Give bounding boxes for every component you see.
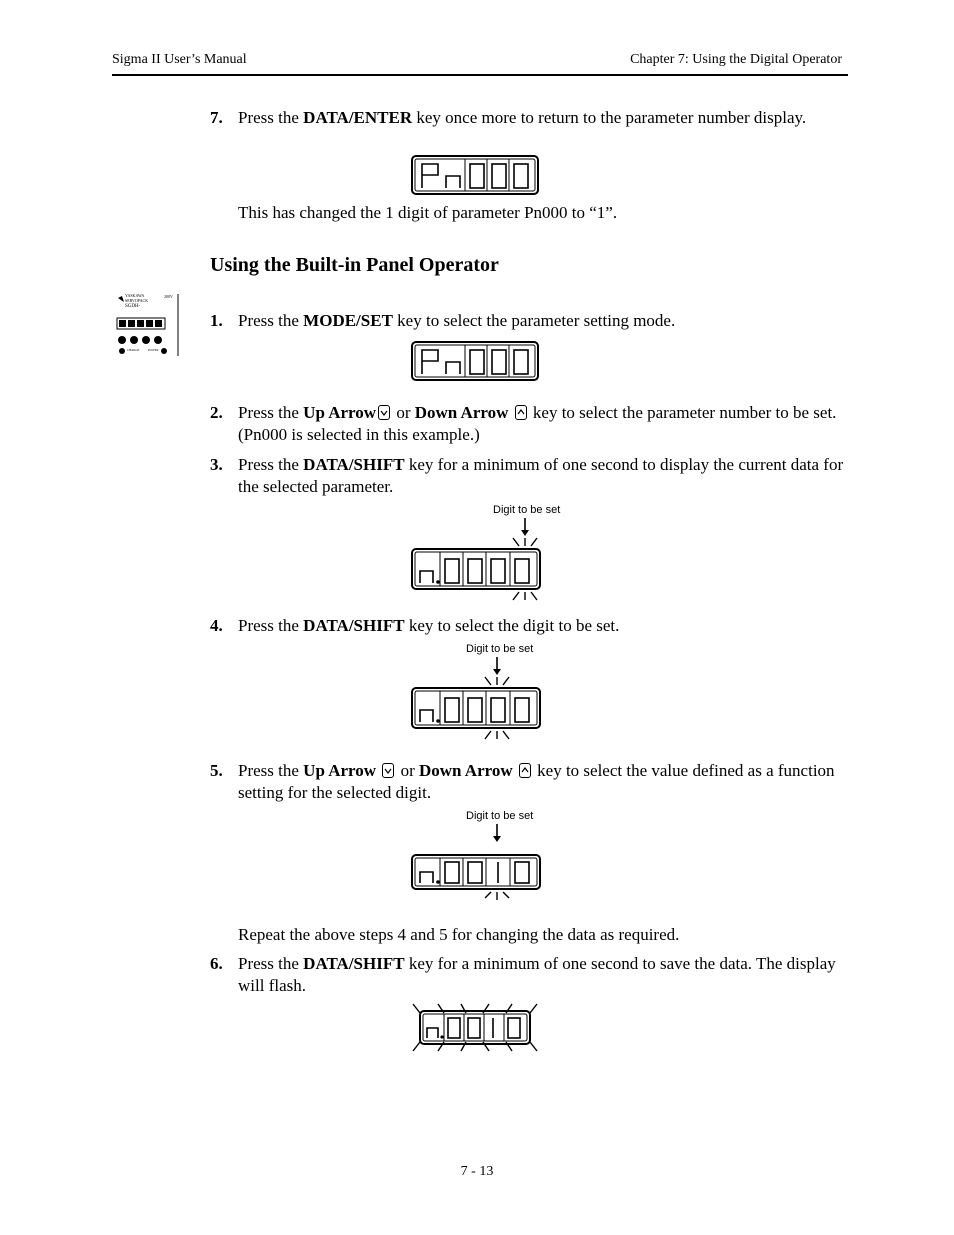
panel-charge-label: CHARGE [127, 348, 140, 352]
step-text: key to select the parameter number to be set. (Pn000 is selected in this example.) [238, 403, 837, 444]
panel-brand-sub: SERVOPACK [125, 298, 149, 303]
panel-power-label: POWER [148, 348, 159, 352]
step-text: Press the [238, 455, 304, 474]
step-number: 3. [210, 455, 223, 474]
key-name: Down Arrow [414, 403, 509, 422]
section-title: Using the Built-in Panel Operator [210, 254, 499, 276]
step-text: key to select the value defined as a function setting for the selected digit. [238, 761, 835, 802]
step-text: Press the [238, 616, 304, 635]
step-6 [210, 953, 850, 997]
display-n0000-step4 [405, 655, 545, 743]
step-number: 1. [210, 311, 223, 330]
key-name: DATA/SHIFT [303, 455, 405, 474]
key-name: MODE/SET [303, 311, 393, 330]
display-n0010-flashing [408, 1002, 542, 1054]
up-arrow-key-icon [378, 405, 390, 420]
key-name: Down Arrow [418, 761, 513, 780]
display-n0000-step3 [405, 516, 545, 604]
key-name: DATA/SHIFT [303, 616, 405, 635]
step-2 [210, 402, 850, 446]
panel-model: SGDH- [125, 304, 141, 309]
down-arrow-key-icon [519, 763, 531, 778]
key-name: DATA/SHIFT [303, 954, 405, 973]
display-n0010-step5 [405, 822, 545, 910]
digit-caption: Digit to be set [466, 643, 534, 655]
step-number: 2. [210, 403, 223, 422]
key-name: DATA/ENTER [303, 108, 413, 127]
step-text: or [396, 761, 419, 780]
step-5 [210, 760, 850, 804]
step-text: Press the [238, 108, 304, 127]
key-name: Up Arrow [303, 761, 377, 780]
step-7 [210, 107, 850, 129]
step-4 [210, 615, 850, 637]
step-number: 4. [210, 616, 223, 635]
step-text: Press the [238, 311, 304, 330]
panel-voltage: 200V [164, 294, 173, 299]
display-pn000-step1 [410, 340, 540, 382]
step-1 [210, 310, 850, 332]
step-text: Press the [238, 403, 304, 422]
step-text: key to select the parameter setting mode. [392, 311, 676, 330]
step-number: 5. [210, 761, 223, 780]
step-3 [210, 454, 850, 498]
up-arrow-key-icon [382, 763, 394, 778]
header-rule [112, 74, 848, 76]
key-name: Up Arrow [303, 403, 377, 422]
step-text: key to select the digit to be set. [404, 616, 620, 635]
step-text: Press the [238, 761, 304, 780]
step-number: 7. [210, 108, 223, 127]
step-text: key once more to return to the parameter number display. [412, 108, 807, 127]
display-pn000-step7 [410, 154, 540, 196]
step-text: Press the [238, 954, 304, 973]
step-text: key for a minimum of one second to display the current data for the selected parameter. [238, 455, 844, 496]
step-text: key for a minimum of one second to save the data. The display will flash. [238, 954, 836, 995]
page-number: 7 - 13 [460, 1164, 494, 1179]
digit-caption: Digit to be set [466, 810, 534, 822]
header-manual-title: Sigma II User’s Manual [112, 52, 247, 67]
step7-note: This has changed the 1 digit of parameter Pn000 to “1”. [238, 203, 618, 222]
panel-operator-icon [112, 294, 180, 356]
header-chapter-title: Chapter 7: Using the Digital Operator [630, 52, 842, 67]
down-arrow-key-icon [515, 405, 527, 420]
panel-brand: YASKAWA [125, 293, 145, 298]
step-number: 6. [210, 954, 223, 973]
step-text: or [392, 403, 415, 422]
repeat-note: Repeat the above steps 4 and 5 for changing the data as required. [238, 925, 680, 944]
digit-caption: Digit to be set [493, 504, 561, 516]
